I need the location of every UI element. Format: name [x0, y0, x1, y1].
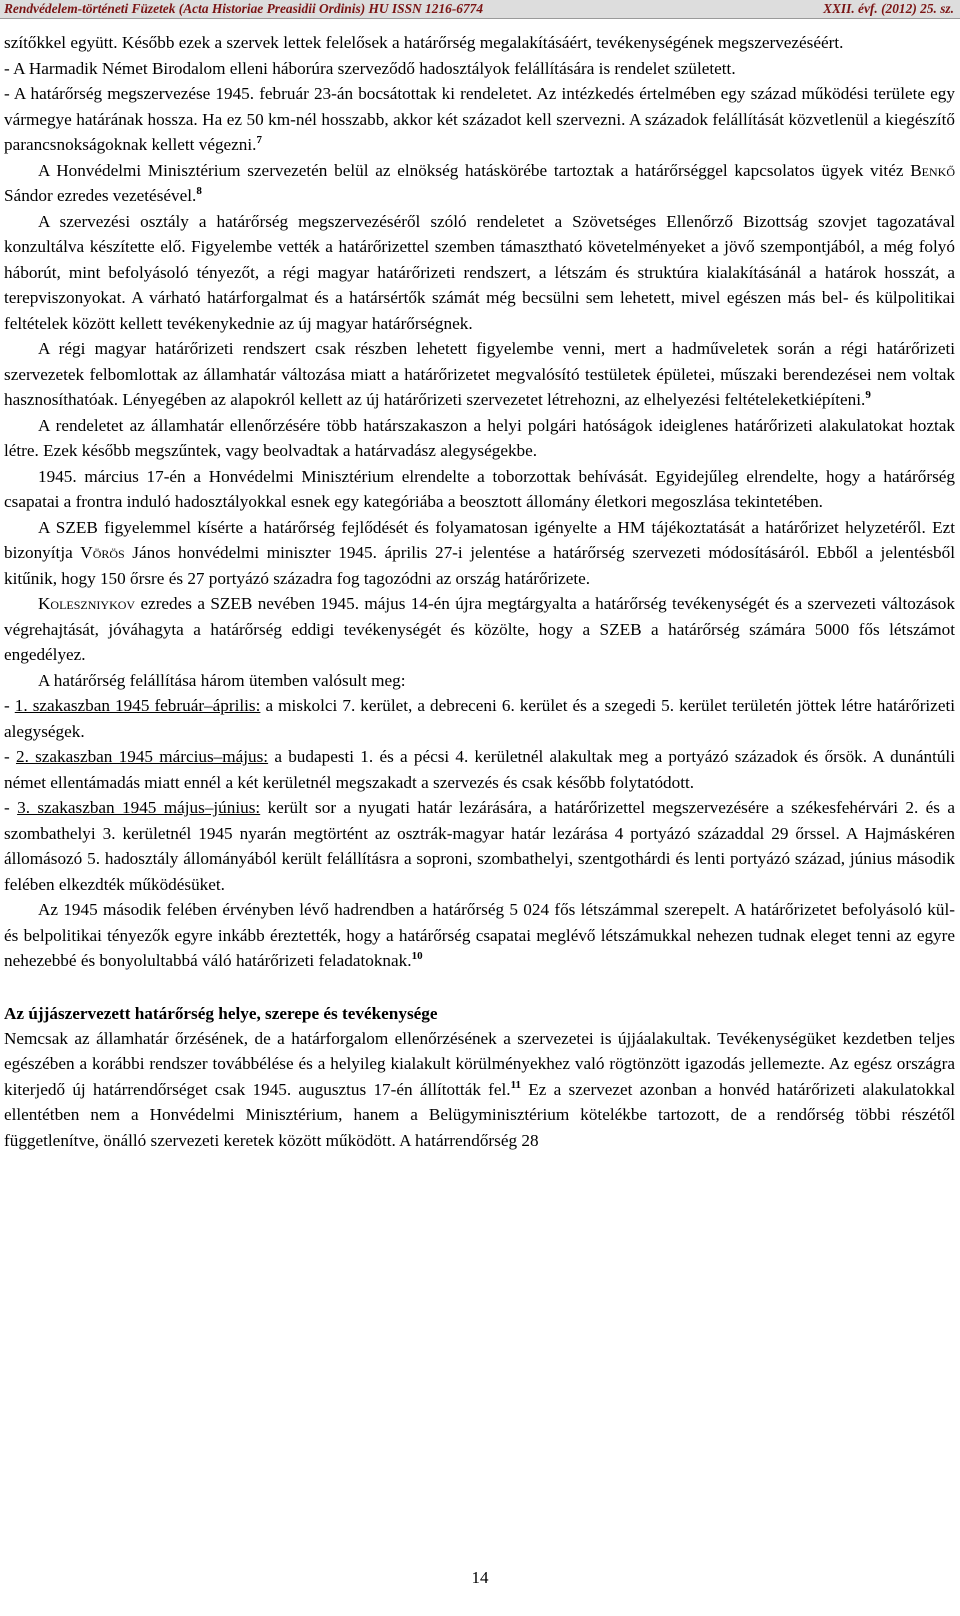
- person-name: Koleszniykov: [38, 594, 136, 613]
- paragraph: A szervezési osztály a határőrség megszervezéséről szóló rendeletet a Szövetséges Ellenőrző Bizottság szovjet tagozatával konzultálva készítette elő. Figyelembe vették a határőrizettel szemben támasztható követelményeket a jövő szempontjából, a még folyó háborút, mint befolyásoló tényezőt, a régi magyar határőrizeti rendszert, a létszám és struktúra kialakításánál a határok hosszát, a terepviszonyokat. A várható határforgalmat és a határsértők számát még becsülni sem lehetett, mivel egészen más bel- és külpolitikai feltételek között kellett tevékenykednie az új magyar határőrségnek.: [4, 211, 955, 333]
- paragraph-text: Ez a szervezet azonban a honvéd határőrizeti alakulatokkal ellentétben nem a Honvédelmi Minisztérium, hanem a Belügyminisztérium kötelékbe tartozott, de a rendőrség többi részétől függetlenítve, önálló szervezeti keretek között működött. A határrendőrség 28: [4, 1079, 955, 1150]
- list-dash: -: [4, 696, 15, 715]
- paragraph: [4, 81, 955, 158]
- footnote-ref: 11: [510, 1078, 522, 1091]
- section-heading: Az újjászervezett határőrség helye, szerepe és tevékenysége: [4, 1003, 438, 1023]
- page-number: 14: [471, 1568, 489, 1587]
- paragraph: [4, 1026, 955, 1154]
- paragraph-text: A Honvédelmi Minisztérium szervezetén belül az elnökség hatáskörébe tartoztak a határőrséggel kapcsolatos ügyek vitéz: [38, 160, 911, 180]
- paragraph: [4, 897, 955, 974]
- running-header: [0, 0, 960, 19]
- footnote-ref: 7: [256, 134, 262, 146]
- phase-label: 3. szakaszban 1945 május–június:: [17, 798, 261, 817]
- paragraph: 1945. március 17-én a Honvédelmi Minisztérium elrendelte a toborzottak behívását. Egyidejűleg elrendelte, hogy a határőrség csapatai a frontra induló hadosztályokkal esnek egy kategóriába a beosztott állomány életkori megoszlása tekintetében.: [4, 466, 955, 511]
- paragraph-text: Az 1945 második felében érvényben lévő hadrendben a határőrség 5 024 fős létszámmal szerepelt. A határőrizetet befolyásoló kül- és belpolitikai tényezők egyre inkább éreztették, hogy a határőrség csapatai meglévő létszámukkal nehezen tudnak eleget tenni az egyre nehezebbé és bonyolultabbá váló határőrizeti feladatoknak.: [4, 900, 955, 970]
- paragraph: [4, 515, 955, 592]
- paragraph-text: A régi magyar határőrizeti rendszert csak részben lehetett figyelembe venni, mert a hadműveletek során a régi határőrizeti szervezetek felbomlottak az államhatár változása miatt a határőrizetet megvalósító testületek épületei, műszaki berendezései nem voltak hasznosíthatóak. Lényegében az alapokról kellett az új határőrizeti szervezetet létrehozni, az elhelyezési feltételeketkiépíteni.: [4, 339, 955, 409]
- footnote-ref: 8: [196, 185, 202, 197]
- person-name: Benkő: [910, 160, 955, 180]
- footnote-ref: 9: [865, 389, 871, 401]
- journal-title: Rendvédelem-történeti Füzetek (Acta Historiae Preasidii Ordinis) HU ISSN 1216-6774: [4, 1, 484, 16]
- paragraph: A rendeletet az államhatár ellenőrzésére több határszakaszon a helyi polgári hatóságok ideiglenes határőrizeti alakulatokat hoztak létre. Ezek később megszűntek, vagy beolvadtak a határvadász alegységekbe.: [4, 415, 955, 460]
- list-dash: -: [4, 747, 16, 766]
- paragraph: - A Harmadik Német Birodalom elleni háborúra szerveződő hadosztályok felállítására is rendelet született.: [4, 58, 736, 78]
- paragraph: [4, 591, 955, 668]
- paragraph-text: a budapesti 1. és a pécsi 4. kerületnél alakultak meg a portyázó századok és őrsök. A dunántúli német ellentámadás miatt ennél a két kerületnél megszakadt a szervezés és csak később folytatódott.: [4, 747, 955, 792]
- paragraph: A határőrség felállítása három ütemben valósult meg:: [38, 670, 406, 690]
- list-dash: -: [4, 798, 18, 817]
- list-item: [4, 795, 955, 897]
- footnote-ref: 10: [411, 950, 423, 962]
- paragraph: [4, 336, 955, 413]
- paragraph-text: - A határőrség megszervezése 1945. február 23-án bocsátottak ki rendeletet. Az intézkedés értelmében egy század működési területe egy vármegye határának hossza. Ha ez 50 km-nél hosszabb, akkor két századot kell szervezni. A századok felállítását közvetlenül a kiegészítő parancsnokságoknak kellett végezni.: [4, 84, 955, 154]
- paragraph-text: János honvédelmi miniszter 1945. április 27-i jelentése a határőrség szervezeti módosításáról. Ebből a jelentésből kitűnik, hogy 150 őrsre és 27 portyázó századra fog tagozódni az ország határőrizete.: [4, 543, 956, 588]
- paragraph: szítőkkel együtt. Később ezek a szervek lettek felelősek a határőrség megalakításáért, tevékenységének megszervezéséért.: [4, 33, 844, 52]
- paragraph-text: A SZEB figyelemmel kísérte a határőrség fejlődését és folyamatosan igényelte a HM tájékoztatását a határőrizet helyzetéről. Ezt bizonyítja: [4, 517, 955, 562]
- volume-info: XXII. évf. (2012) 25. sz.: [823, 1, 954, 16]
- page-body: [4, 30, 955, 1153]
- list-item: [4, 744, 955, 795]
- phase-label: 2. szakaszban 1945 március–május:: [15, 747, 269, 766]
- paragraph-text: ezredes a SZEB nevében 1945. május 14-én újra megtárgyalta a határőrség tevékenységét és a szervezeti változások végrehajtását, jóváhagyta a határőrség eddigi tevékenységét és közölte, hogy a SZEB a határőrség számára 5000 fős létszámot engedélyez.: [4, 594, 955, 664]
- paragraph-text: a miskolci 7. kerület, a debreceni 6. kerület és a szegedi 5. kerület területén jöttek létre határőrizeti alegységek.: [4, 696, 955, 741]
- person-name: Vörös: [80, 543, 125, 562]
- paragraph-text: Sándor ezredes vezetésével.: [4, 186, 197, 205]
- paragraph: [4, 158, 955, 209]
- paragraph-text: került sor a nyugati határ lezárására, a határőrizettel megszervezésére a székesfehérvári 2. és a szombathelyi 3. kerületnél 1945 nyarán megtörtént az osztrák-magyar határ lezárása 4 portyázó századdal 29 őrssel. A Hajmáskéren állomásozó 5. hadosztály állományából került felállításra a soproni, szombathelyi, szentgothárdi és lenti portyázó század, június második felében elkezdték működésüket.: [4, 798, 955, 894]
- phase-label: 1. szakaszban 1945 február–április:: [14, 696, 261, 715]
- paragraph-text: Nemcsak az államhatár őrzésének, de a határforgalom ellenőrzésének a szervezetei is újjáalakultak. Tevékenységüket kezdetben teljes egészében a korábbi rendszer továbbélése és a helyileg kialakult körülményekhez való rögtönzött igazodás jellemezte. Az egész országra kiterjedő új határrendőrséget csak 1945. augusztus 17-én állították fel.: [4, 1028, 955, 1099]
- list-item: [4, 693, 955, 744]
